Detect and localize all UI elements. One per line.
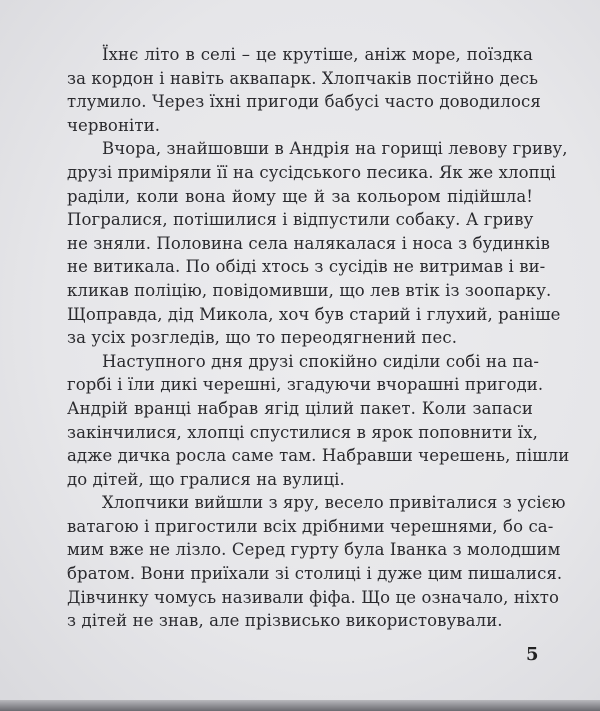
text-line: до дітей, що гралися на вулиці. (67, 469, 345, 489)
text-line: друзі приміряли її на сусідського песика. Як же хлопці (67, 162, 556, 182)
text-line: горбі і їли дикі черешні, згадуючи вчорашні пригоди. (67, 375, 544, 395)
text-line: братом. Вони приїхали зі столиці і дуже цим пишалися. (67, 564, 563, 584)
text-line: Погралися, потішилися і відпустили собаку. А гриву (67, 210, 534, 230)
text-line: з дітей не знав, але прізвисько використовували. (67, 611, 503, 631)
text-line: Вчора, знайшовши в Андрія на горищі левову гриву, (102, 139, 568, 159)
text-line: ватагою і пригостили всіх дрібними черешнями, бо са- (67, 516, 554, 536)
text-line: раділи, коли вона йому ще й за кольором підійшла! (67, 186, 533, 206)
text-line: Їхнє літо в селі – це крутіше, аніж море, поїздка (102, 45, 533, 64)
text-line: не зняли. Половина села налякалася і носа з будинків (67, 233, 551, 253)
text-line: Хлопчики вийшли з яру, весело привіталися з усією (102, 493, 566, 513)
text-line: за кордон і навіть аквапарк. Хлопчаків постійно десь (67, 68, 539, 88)
text-line: Андрій вранці набрав ягід цілий пакет. Коли запаси (67, 398, 533, 418)
page-number: 5 (526, 644, 539, 665)
body-text (67, 43, 570, 633)
text-line: адже дичка росла саме там. Набравши черешень, пішли (67, 446, 570, 466)
text-line: Щоправда, дід Микола, хоч був старий і глухий, раніше (67, 304, 561, 324)
text-line: закінчилися, хлопці спустилися в ярок поповнити їх, (67, 422, 538, 442)
text-line: Наступного дня друзі спокійно сиділи собі на па- (102, 351, 540, 371)
text-line: мим вже не лізло. Серед гурту була Іванка з молодшим (67, 540, 561, 560)
paragraph (67, 350, 570, 492)
text-line: червоніти. (67, 115, 161, 135)
text-line: за усіх розгледів, що то переодягнений пес. (67, 328, 458, 348)
paragraph (67, 43, 541, 137)
page-bottom-edge (0, 700, 600, 711)
paragraph (67, 137, 568, 349)
text-line: тлумило. Через їхні пригоди бабусі часто доводилося (67, 92, 541, 112)
text-line: не витикала. По обіді хтось з сусідів не витримав і ви- (67, 257, 546, 277)
text-line: кликав поліцію, повідомивши, що лев втік із зоопарку. (67, 280, 552, 300)
paragraph (67, 491, 566, 633)
text-line: Дівчинку чомусь називали фіфа. Що це означало, ніхто (67, 587, 560, 607)
